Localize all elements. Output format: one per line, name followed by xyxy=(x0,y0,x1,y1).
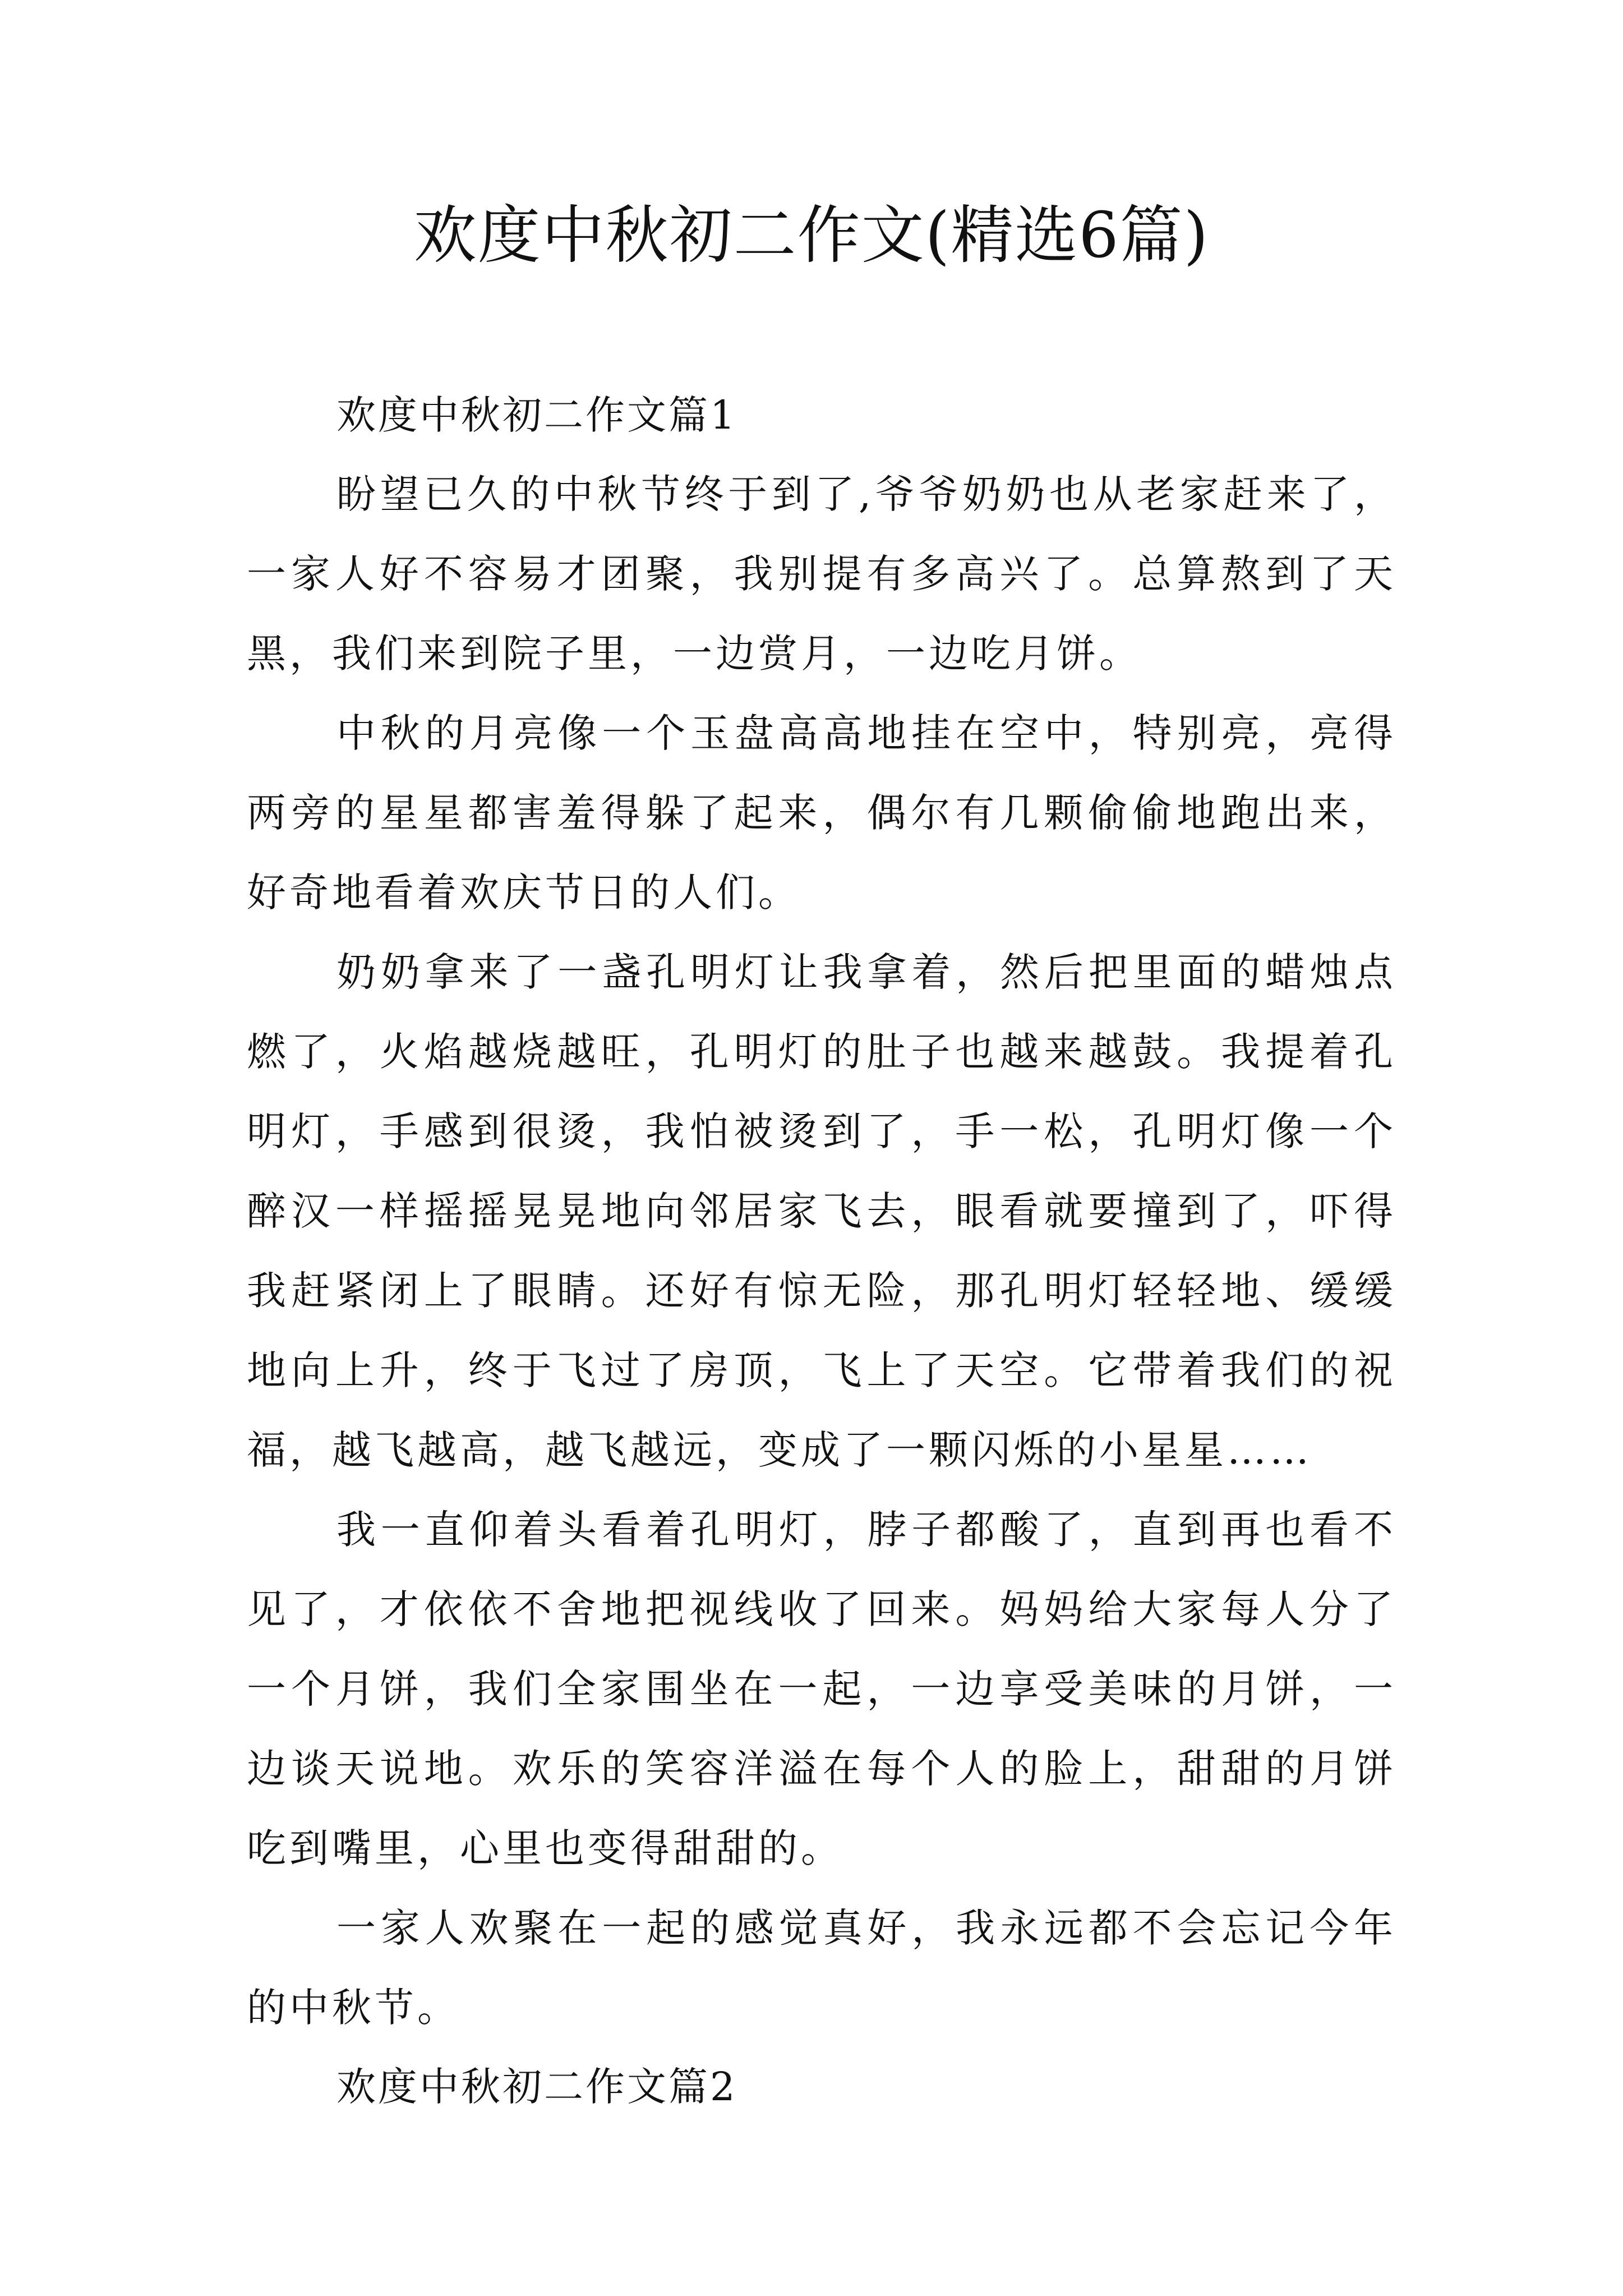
section-heading: 欢度中秋初二作文篇2 xyxy=(336,2064,737,2110)
paragraph: 奶奶拿来了一盏孔明灯让我拿着，然后把里面的蜡烛点燃了，火焰越烧越旺，孔明灯的肚子也越来越鼓。我提着孔明灯，手感到很烫，我怕被烫到了，手一松，孔明灯像一个醉汉一样摇摇晃晃地向邻居家飞去，眼看就要撞到了，吓得我赶紧闭上了眼睛。还好有惊无险，那孔明灯轻轻地、缓缓地向上升，终于飞过了房顶，飞上了天空。它带着我们的祝福，越飞越高，越飞越远，变成了一颗闪烁的小星星…… xyxy=(247,949,1396,1473)
document-body xyxy=(247,376,1396,2126)
paragraph: 我一直仰着头看着孔明灯，脖子都酸了，直到再也看不见了，才依依不舍地把视线收了回来。妈妈给大家每人分了一个月饼，我们全家围坐在一起，一边享受美味的月饼，一边谈天说地。欢乐的笑容洋溢在每个人的脸上，甜甜的月饼吃到嘴里，心里也变得甜甜的。 xyxy=(247,1507,1396,1871)
document-title: 欢度中秋初二作文(精选6篇) xyxy=(413,199,1210,272)
section-heading: 欢度中秋初二作文篇1 xyxy=(336,392,737,438)
paragraph: 一家人欢聚在一起的感觉真好，我永远都不会忘记今年的中秋节。 xyxy=(247,1905,1396,2031)
paragraph: 中秋的月亮像一个玉盘高高地挂在空中，特别亮，亮得两旁的星星都害羞得躲了起来，偶尔有几颗偷偷地跑出来，好奇地看着欢庆节日的人们。 xyxy=(247,710,1396,915)
paragraph: 盼望已久的中秋节终于到了,爷爷奶奶也从老家赶来了，一家人好不容易才团聚，我别提有多高兴了。总算熬到了天黑，我们来到院子里，一边赏月，一边吃月饼。 xyxy=(247,471,1396,677)
